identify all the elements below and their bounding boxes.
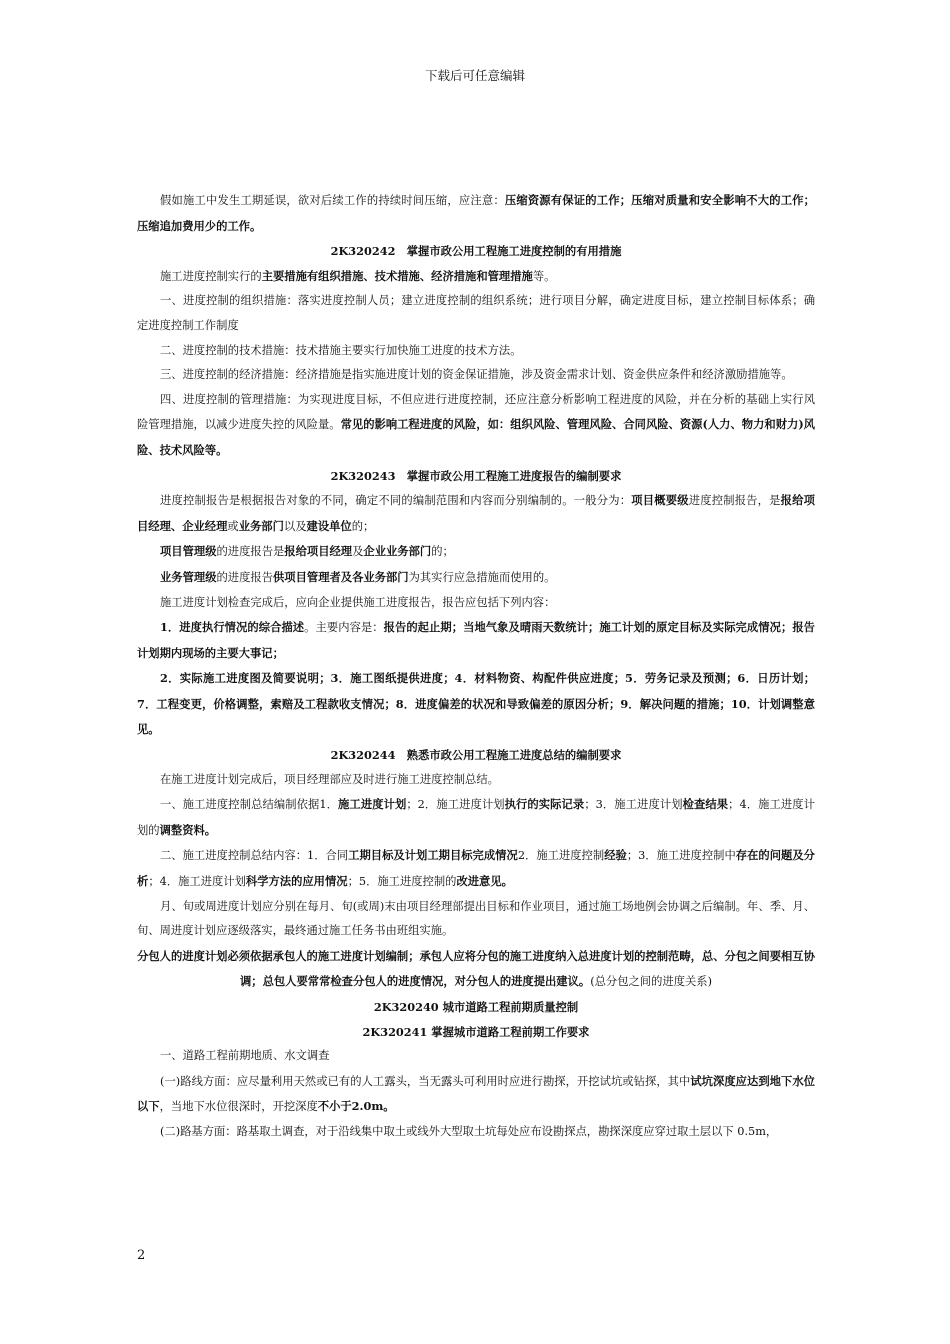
- section-heading: [137, 995, 815, 1020]
- body-paragraph: [137, 1069, 815, 1120]
- bold-text-run: 业务管理级: [160, 569, 217, 584]
- text-run: 施工进度计划检查完成后，应向企业提供施工进度报告，报告应包括下列内容：: [160, 595, 556, 609]
- bold-text-run: 改进意见。: [456, 874, 513, 889]
- bold-text-run: 供项目管理者及各业务部门: [273, 569, 409, 584]
- text-run: ；3．施工进度控制中: [626, 849, 736, 863]
- text-run: (总分包之间的进度关系): [590, 975, 712, 989]
- text-run: 的；: [351, 519, 375, 533]
- bold-text-run: 存在的问题及分析: [137, 848, 815, 889]
- text-run: ；3．施工进度计划: [584, 798, 683, 812]
- text-run: 二、施工进度控制总结内容：1．合同: [160, 849, 349, 863]
- bold-text-run: 项目概要级: [631, 493, 689, 508]
- text-run: 2K320243 掌握市政公用工程施工进度报告的编制要求: [330, 468, 622, 483]
- document-body: [137, 188, 815, 1145]
- text-run: (一)路线方面：应尽量利用天然或已有的人工露头，当无露头可利用时应进行勘探，开挖试坑或钻探，其中: [160, 1074, 691, 1088]
- body-paragraph: [137, 1120, 815, 1145]
- text-run: 一、施工进度控制总结编制依据1．: [160, 798, 339, 812]
- body-paragraph: [137, 339, 815, 364]
- bold-text-run: 报给项目经理、企业经理: [137, 493, 815, 533]
- text-run: 施工进度控制实行的: [160, 269, 262, 283]
- bold-text-run: 2．实际施工进度图及简要说明；3．施工图纸提供进度；4．材料物资、构配件供应进度；5．劳务记录及预测；6．日历计划；7．工程变更，价格调整，索赔及工程款收支情况；8．进度偏差的状况和导致偏差的原因分析；9．解决问题的措施；10．计划调整意见。: [137, 671, 815, 737]
- bold-text-run: 试坑深度应达到地下水位以下: [137, 1073, 815, 1114]
- text-run: 2K320241 掌握城市道路工程前期工作要求: [362, 1024, 590, 1039]
- body-paragraph: [137, 539, 815, 565]
- text-run: 的进度报告是: [216, 545, 285, 559]
- bold-text-run: 1．进度执行情况的综合描述: [160, 620, 305, 635]
- bold-text-run: 业务部门: [238, 518, 284, 533]
- body-paragraph: [137, 1044, 815, 1069]
- page-number: 2: [137, 1248, 146, 1263]
- bold-text-run: 主要措施有组织措施、技术措施、经济措施和管理措施: [261, 268, 533, 283]
- section-heading: [137, 464, 815, 489]
- bold-text-run: 工期目标及计划工期目标完成情况: [348, 848, 518, 863]
- page-header: 下载后可任意编辑: [424, 68, 525, 83]
- text-run: (二)路基方面：路基取土调查，对于沿线集中取土或线外大型取土坑每处应布设勘探点，勘探深度应穿过取土层以下 0.5m，: [160, 1124, 778, 1138]
- text-run: 在施工进度计划完成后，项目经理部应及时进行施工进度控制总结。: [160, 772, 499, 786]
- body-paragraph: [137, 615, 815, 666]
- text-run: 为其实行应急措施而使用的。: [408, 570, 556, 584]
- bold-text-run: 不小于2.0m。: [317, 1099, 395, 1114]
- text-run: 的；: [431, 545, 454, 559]
- body-paragraph: [137, 895, 815, 944]
- bold-text-run: 经验: [604, 848, 627, 863]
- body-paragraph: [137, 591, 815, 616]
- bold-text-run: 建设单位: [306, 518, 352, 533]
- section-heading: [137, 239, 815, 264]
- body-paragraph: [137, 289, 815, 338]
- body-paragraph: [137, 363, 815, 388]
- body-paragraph: [137, 488, 815, 539]
- text-run: 进度控制报告，是: [688, 494, 781, 508]
- text-run: ；4．施工进度计划的: [137, 798, 815, 837]
- bold-text-run: 分包人的进度计划必须依据承包人的施工进度计划编制；承包人应将分包的施工进度纳入总进度计划的控制范畴，总、分包之间要相互协调；总包人要常常检查分包人的进度情况，对分包人的进度提出建议。: [137, 948, 815, 989]
- body-paragraph: [137, 768, 815, 793]
- bold-text-run: 执行的实际记录: [504, 797, 585, 812]
- text-run: 一、道路工程前期地质、水文调查: [160, 1049, 330, 1063]
- text-run: 2K320240 城市道路工程前期质量控制: [373, 1000, 579, 1014]
- text-run: 或: [227, 519, 239, 533]
- section-heading: [137, 743, 815, 768]
- text-run: 假如施工中发生工期延误，欲对后续工作的持续时间压缩，应注意：: [160, 194, 505, 207]
- text-run: 进度控制报告是根据报告对象的不同，确定不同的编制范围和内容而分别编制的。一般分为：: [160, 494, 632, 508]
- body-paragraph: [137, 792, 815, 843]
- text-run: 以及: [283, 519, 307, 533]
- bold-text-run: 项目管理级: [160, 544, 217, 559]
- text-run: 的进度报告: [216, 570, 273, 584]
- text-run: 三、进度控制的经济措施：经济措施是指实施进度计划的资金保证措施，涉及资金需求计划、资金供应条件和经济激励措施等。: [160, 368, 793, 382]
- body-paragraph: [137, 388, 815, 464]
- text-run: 四、进度控制的管理措施：为实现进度目标，不但应进行进度控制，还应注意分析影响工程进度的风险，并在分析的基础上实行风险管理措施，以减少进度失控的风险量。: [137, 392, 815, 432]
- body-paragraph: [137, 666, 815, 743]
- body-paragraph: [137, 565, 815, 591]
- bold-text-run: 压缩资源有保证的工作；压缩对质量和安全影响不大的工作；压缩追加费用少的工作。: [137, 193, 815, 233]
- text-run: ；5．施工进度控制的: [347, 875, 457, 889]
- text-run: 二、进度控制的技术措施：技术措施主要实行加快施工进度的技术方法。: [160, 343, 522, 357]
- text-run: 及: [352, 545, 364, 559]
- bold-text-run: 施工进度计划: [338, 797, 407, 812]
- body-paragraph: [137, 843, 815, 894]
- text-run: ；2．施工进度计划: [406, 798, 505, 812]
- text-run: ，当地下水位很深时，开挖深度: [159, 1100, 318, 1114]
- text-run: ；4．施工进度计划: [148, 875, 246, 889]
- bold-text-run: 企业业务部门: [363, 544, 432, 559]
- body-paragraph: [137, 188, 815, 239]
- text-run: 2K320242 掌握市政公用工程施工进度控制的有用措施: [330, 244, 622, 259]
- body-paragraph: [137, 264, 815, 290]
- text-run: 一、进度控制的组织措施：落实进度控制人员；建立进度控制的组织系统；进行项目分解，确定进度目标，建立控制目标体系；确定进度控制工作制度: [137, 294, 815, 332]
- centered-paragraph: [137, 944, 815, 995]
- bold-text-run: 调整资料。: [159, 822, 217, 837]
- bold-text-run: 报给项目经理: [284, 544, 353, 559]
- text-run: 。主要内容是：: [304, 621, 384, 635]
- bold-text-run: 报告的起止期；当地气象及晴雨天数统计；施工计划的原定目标及实际完成情况；报告计划期内现场的主要大事记；: [137, 620, 815, 660]
- section-heading: [137, 1020, 815, 1045]
- bold-text-run: 检查结果: [682, 797, 729, 812]
- text-run: 月、旬或周进度计划应分别在每月、旬(或周)末由项目经理部提出目标和作业项目，通过施工场地例会协调之后编制。年、季、月、旬、周进度计划应逐级落实，最终通过施工任务书由班组实施。: [137, 899, 815, 938]
- bold-text-run: 科学方法的应用情况: [245, 874, 348, 889]
- text-run: 2．施工进度控制: [517, 849, 605, 863]
- text-run: 2K320244 熟悉市政公用工程施工进度总结的编制要求: [330, 748, 622, 763]
- text-run: 等。: [532, 269, 556, 283]
- bold-text-run: 常见的影响工程进度的风险，如：组织风险、管理风险、合同风险、资源(人力、物力和财力)风险、技术风险等。: [137, 417, 815, 457]
